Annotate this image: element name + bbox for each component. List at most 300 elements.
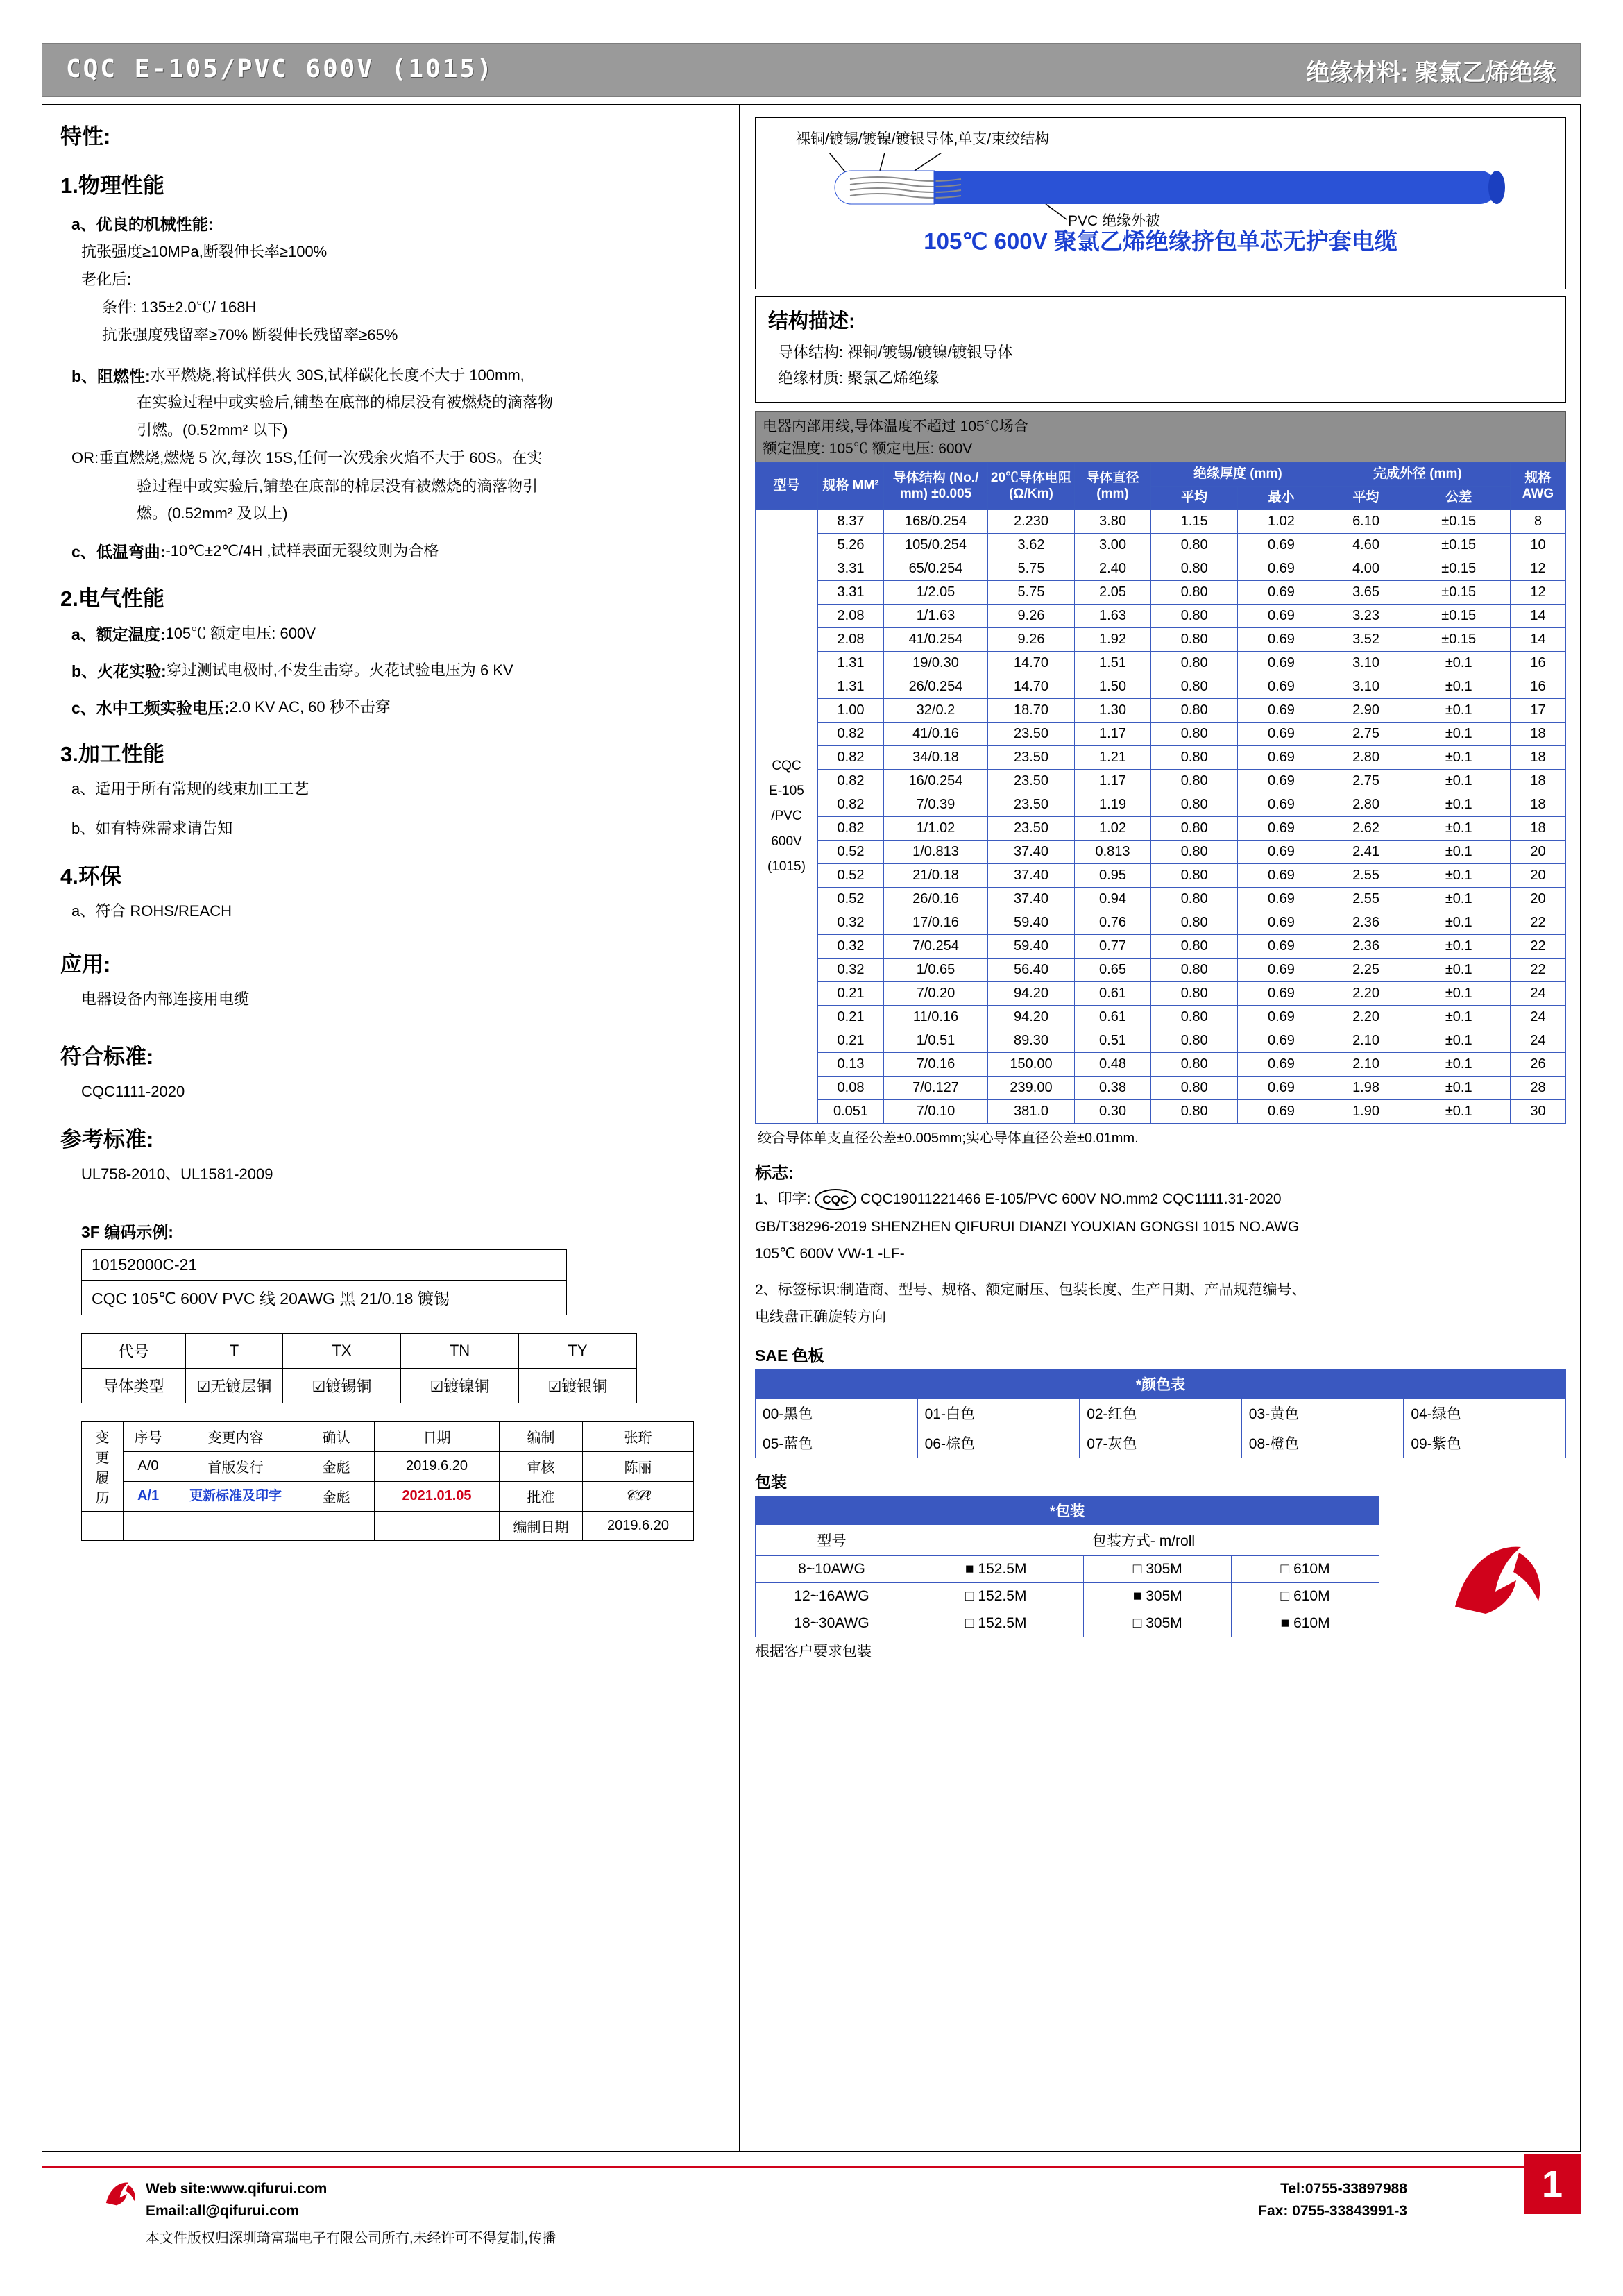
spec-cell-17-7: ±0.1 <box>1407 911 1511 935</box>
footer-email[interactable]: Email:all@qifurui.com <box>146 2202 300 2219</box>
s2-a-text: 105℃ 额定电压: 600V <box>165 625 316 643</box>
spec-cell-11-4: 0.80 <box>1151 770 1238 793</box>
spec-model-cell: CQC E-105 /PVC 600V (1015) <box>756 510 818 1124</box>
spec-cell-3-2: 5.75 <box>988 581 1075 605</box>
footer-divider <box>42 2166 1581 2168</box>
pack-model-1: 12~16AWG <box>756 1582 908 1610</box>
table-row <box>756 841 1566 864</box>
spec-cell-4-1: 1/1.63 <box>884 605 988 628</box>
spec-cell-4-4: 0.80 <box>1151 605 1238 628</box>
spec-cell-19-5: 0.69 <box>1238 959 1325 982</box>
table-row <box>756 817 1566 841</box>
spec-cell-23-8: 26 <box>1511 1053 1566 1077</box>
spec-cell-18-8: 22 <box>1511 935 1566 959</box>
spec-cell-9-2: 23.50 <box>988 723 1075 746</box>
pack-model-0: 8~10AWG <box>756 1555 908 1582</box>
spec-cell-20-7: ±0.1 <box>1407 982 1511 1006</box>
code-example-line1: 10152000C-21 <box>82 1250 566 1281</box>
rev-header-3: 日期 <box>375 1421 500 1451</box>
spec-cell-8-3: 1.30 <box>1075 699 1151 723</box>
spec-cell-10-2: 23.50 <box>988 746 1075 770</box>
code-header-3: TN <box>401 1333 519 1368</box>
section-4-title: 4.环保 <box>60 863 121 888</box>
spec-cell-19-6: 2.25 <box>1325 959 1407 982</box>
spec-cell-19-8: 22 <box>1511 959 1566 982</box>
marking-label-line2: 电线盘正确旋转方向 <box>755 1309 886 1326</box>
page-footer <box>42 2163 1581 2270</box>
spec-cell-20-6: 2.20 <box>1325 982 1407 1006</box>
table-row <box>756 1555 1379 1582</box>
rev-r2-c4: 编制日期 <box>500 1511 583 1540</box>
spec-cell-18-6: 2.36 <box>1325 935 1407 959</box>
pack-opt-1-0[interactable]: □ 152.5M <box>908 1582 1084 1610</box>
table-row <box>756 1029 1566 1053</box>
spec-cell-14-7: ±0.1 <box>1407 841 1511 864</box>
packaging-table <box>755 1496 1379 1637</box>
spec-cell-15-6: 2.55 <box>1325 864 1407 888</box>
spec-cell-23-2: 150.00 <box>988 1053 1075 1077</box>
table-row <box>756 1610 1379 1637</box>
color-2: 02-红色 <box>1080 1398 1242 1428</box>
spec-cell-24-5: 0.69 <box>1238 1077 1325 1100</box>
code-value-3[interactable]: ☑镀银铜 <box>519 1368 637 1403</box>
color-5: 05-蓝色 <box>756 1428 918 1458</box>
spec-cell-13-5: 0.69 <box>1238 817 1325 841</box>
spec-cell-13-3: 1.02 <box>1075 817 1151 841</box>
sae-title: SAE 色板 <box>755 1346 824 1365</box>
spec-cell-17-4: 0.80 <box>1151 911 1238 935</box>
spec-cell-20-0: 0.21 <box>818 982 884 1006</box>
table-row <box>756 982 1566 1006</box>
table-row <box>82 1451 694 1481</box>
spec-cell-5-0: 2.08 <box>818 628 884 652</box>
table-row <box>82 1368 637 1403</box>
temperature-note-line2: 额定温度: 105℃ 额定电压: 600V <box>763 440 973 457</box>
spec-cell-19-0: 0.32 <box>818 959 884 982</box>
spec-cell-6-7: ±0.1 <box>1407 652 1511 675</box>
spec-cell-19-7: ±0.1 <box>1407 959 1511 982</box>
standards-title: 符合标准: <box>60 1044 154 1069</box>
spec-cell-19-1: 1/0.65 <box>884 959 988 982</box>
application-text: 电器设备内部连接用电缆 <box>81 990 250 1008</box>
spec-cell-2-7: ±0.15 <box>1407 557 1511 581</box>
table-row <box>82 1333 637 1368</box>
table-row <box>756 864 1566 888</box>
spec-cell-24-0: 0.08 <box>818 1077 884 1100</box>
spec-cell-21-7: ±0.1 <box>1407 1006 1511 1029</box>
pack-opt-0-0[interactable]: ■ 152.5M <box>908 1555 1084 1582</box>
th-ins-min: 最小 <box>1238 487 1325 510</box>
temperature-note-line1: 电器内部用线,导体温度不超过 105℃场合 <box>763 419 1028 434</box>
spec-cell-12-8: 18 <box>1511 793 1566 817</box>
table-row <box>756 557 1566 581</box>
spec-cell-25-3: 0.30 <box>1075 1100 1151 1124</box>
spec-cell-13-2: 23.50 <box>988 817 1075 841</box>
spec-cell-1-1: 105/0.254 <box>884 534 988 557</box>
spec-cell-8-7: ±0.1 <box>1407 699 1511 723</box>
footer-fax: Fax: 0755-33843991-3 <box>1258 2202 1407 2219</box>
table-row <box>756 770 1566 793</box>
s1-b-line6: 燃。(0.52mm² 及以上) <box>137 505 288 523</box>
spec-cell-21-8: 24 <box>1511 1006 1566 1029</box>
spec-cell-15-4: 0.80 <box>1151 864 1238 888</box>
table-row <box>756 581 1566 605</box>
spec-cell-22-7: ±0.1 <box>1407 1029 1511 1053</box>
th-model: 型号 <box>756 463 818 510</box>
color-3: 03-黄色 <box>1241 1398 1404 1428</box>
spec-cell-9-0: 0.82 <box>818 723 884 746</box>
code-value-0[interactable]: ☑无镀层铜 <box>186 1368 283 1403</box>
table-row <box>756 534 1566 557</box>
spec-cell-1-2: 3.62 <box>988 534 1075 557</box>
spec-cell-16-4: 0.80 <box>1151 888 1238 911</box>
th-resistance: 20℃导体电阻 (Ω/Km) <box>988 463 1075 510</box>
rev-r1-c4: 批准 <box>500 1481 583 1511</box>
spec-cell-9-7: ±0.1 <box>1407 723 1511 746</box>
code-value-1[interactable]: ☑镀锡铜 <box>283 1368 401 1403</box>
spec-cell-11-7: ±0.1 <box>1407 770 1511 793</box>
s2-b-label: b、火花实验: <box>71 662 167 681</box>
spec-cell-22-0: 0.21 <box>818 1029 884 1053</box>
pack-model-2: 18~30AWG <box>756 1610 908 1637</box>
color-table <box>755 1369 1566 1458</box>
spec-cell-22-3: 0.51 <box>1075 1029 1151 1053</box>
color-8: 08-橙色 <box>1241 1428 1404 1458</box>
cable-illustration-box <box>755 117 1566 289</box>
spec-cell-21-6: 2.20 <box>1325 1006 1407 1029</box>
packaging-note: 根据客户要求包装 <box>755 1643 872 1660</box>
code-value-2[interactable]: ☑镀镍铜 <box>401 1368 519 1403</box>
table-row <box>756 935 1566 959</box>
s2-a-label: a、额定温度: <box>71 625 166 644</box>
table-row <box>756 1398 1566 1428</box>
conductor-code-table <box>81 1333 637 1403</box>
spec-cell-17-0: 0.32 <box>818 911 884 935</box>
table-row <box>756 723 1566 746</box>
spec-cell-7-7: ±0.1 <box>1407 675 1511 699</box>
spec-cell-25-6: 1.90 <box>1325 1100 1407 1124</box>
spec-cell-22-6: 2.10 <box>1325 1029 1407 1053</box>
spec-cell-10-5: 0.69 <box>1238 746 1325 770</box>
spec-cell-1-4: 0.80 <box>1151 534 1238 557</box>
table-row <box>756 699 1566 723</box>
table-row <box>756 605 1566 628</box>
spec-cell-16-6: 2.55 <box>1325 888 1407 911</box>
table-row <box>756 510 1566 534</box>
marking-label-line1: 2、标签标识:制造商、型号、规格、额定耐压、包装长度、生产日期、产品规范编号、 <box>755 1281 1307 1298</box>
spec-cell-14-6: 2.41 <box>1325 841 1407 864</box>
th-conductor: 导体结构 (No./ mm) ±0.005 <box>884 463 988 510</box>
spec-cell-3-7: ±0.15 <box>1407 581 1511 605</box>
spec-cell-12-6: 2.80 <box>1325 793 1407 817</box>
spec-cell-10-4: 0.80 <box>1151 746 1238 770</box>
spec-cell-0-0: 8.37 <box>818 510 884 534</box>
color-4: 04-绿色 <box>1404 1398 1566 1428</box>
spec-cell-6-1: 19/0.30 <box>884 652 988 675</box>
s1-b-line3: 引燃。(0.52mm² 以下) <box>137 421 288 439</box>
th-awg: 规格 AWG <box>1511 463 1566 510</box>
spec-cell-1-6: 4.60 <box>1325 534 1407 557</box>
page-header <box>42 43 1581 97</box>
table-row <box>756 959 1566 982</box>
spec-cell-20-1: 7/0.20 <box>884 982 988 1006</box>
spec-cell-14-5: 0.69 <box>1238 841 1325 864</box>
pack-opt-2-1[interactable]: □ 305M <box>1084 1610 1232 1637</box>
cable-title: 105℃ 600V 聚氯乙烯绝缘挤包单芯无护套电缆 <box>924 228 1397 254</box>
cqc-logo-icon: CQC <box>815 1189 856 1210</box>
s1-b-line2: 在实验过程中或实验后,铺垫在底部的棉层没有被燃烧的滴落物 <box>137 394 554 412</box>
spec-cell-0-6: 6.10 <box>1325 510 1407 534</box>
spec-cell-2-8: 12 <box>1511 557 1566 581</box>
table-tolerance-note: 绞合导体单支直径公差±0.005mm;实心导体直径公差±0.01mm. <box>758 1131 1139 1146</box>
pack-opt-2-2[interactable]: ■ 610M <box>1232 1610 1379 1637</box>
section-3-title: 3.加工性能 <box>60 742 164 767</box>
spec-cell-4-5: 0.69 <box>1238 605 1325 628</box>
marking-print-prefix: 1、印字: <box>755 1191 811 1207</box>
s1-a-line1: 抗张强度≥10MPa,断裂伸长率≥100% <box>81 243 328 260</box>
packaging-col2: 包装方式- m/roll <box>908 1524 1379 1555</box>
packaging-table-header: *包装 <box>756 1496 1379 1524</box>
spec-cell-18-4: 0.80 <box>1151 935 1238 959</box>
table-row <box>756 1582 1379 1610</box>
footer-contact-right <box>1258 2178 1407 2222</box>
spec-cell-11-8: 18 <box>1511 770 1566 793</box>
spec-cell-6-2: 14.70 <box>988 652 1075 675</box>
spec-cell-15-1: 21/0.18 <box>884 864 988 888</box>
spec-cell-25-8: 30 <box>1511 1100 1566 1124</box>
th-insulation: 绝缘厚度 (mm) <box>1151 463 1325 487</box>
rev-header-1: 变更内容 <box>173 1421 298 1451</box>
code-header-0: 代号 <box>82 1333 186 1368</box>
spec-cell-9-8: 18 <box>1511 723 1566 746</box>
spec-cell-7-1: 26/0.254 <box>884 675 988 699</box>
s3-b-text: b、如有特殊需求请告知 <box>71 819 233 837</box>
rev-r2-c5: 2019.6.20 <box>583 1511 694 1540</box>
spec-cell-7-8: 16 <box>1511 675 1566 699</box>
spec-cell-1-5: 0.69 <box>1238 534 1325 557</box>
spec-cell-24-1: 7/0.127 <box>884 1077 988 1100</box>
reference-standards-title: 参考标准: <box>60 1126 154 1151</box>
spec-cell-13-0: 0.82 <box>818 817 884 841</box>
spec-cell-22-2: 89.30 <box>988 1029 1075 1053</box>
spec-cell-14-4: 0.80 <box>1151 841 1238 864</box>
spec-cell-24-4: 0.80 <box>1151 1077 1238 1100</box>
s1-a-line2: 老化后: <box>81 271 132 289</box>
marking-line1: CQC19011221466 E-105/PVC 600V NO.mm2 CQC1111.31-2020 <box>860 1191 1282 1207</box>
spec-cell-0-8: 8 <box>1511 510 1566 534</box>
structure-line1: 导体结构: 裸铜/镀锡/镀镍/镀银导体 <box>778 344 1013 361</box>
spec-cell-3-4: 0.80 <box>1151 581 1238 605</box>
footer-website[interactable]: Web site:www.qifurui.com <box>146 2181 328 2197</box>
spec-cell-5-5: 0.69 <box>1238 628 1325 652</box>
spec-cell-8-0: 1.00 <box>818 699 884 723</box>
color-table-header: *颜色表 <box>756 1369 1566 1398</box>
spec-cell-14-0: 0.52 <box>818 841 884 864</box>
specification-table-body <box>756 510 1566 1124</box>
table-header-row <box>756 463 1566 487</box>
th-ins-avg: 平均 <box>1151 487 1238 510</box>
th-diameter: 导体直径(mm) <box>1075 463 1151 510</box>
spec-cell-23-4: 0.80 <box>1151 1053 1238 1077</box>
spec-cell-12-4: 0.80 <box>1151 793 1238 817</box>
spec-cell-19-2: 56.40 <box>988 959 1075 982</box>
spec-cell-25-5: 0.69 <box>1238 1100 1325 1124</box>
pack-opt-0-1[interactable]: □ 305M <box>1084 1555 1232 1582</box>
spec-cell-8-4: 0.80 <box>1151 699 1238 723</box>
spec-cell-5-4: 0.80 <box>1151 628 1238 652</box>
spec-cell-14-8: 20 <box>1511 841 1566 864</box>
pack-opt-1-1[interactable]: ■ 305M <box>1084 1582 1232 1610</box>
structure-box <box>755 296 1566 403</box>
th-outer: 完成外径 (mm) <box>1325 463 1510 487</box>
spec-cell-16-5: 0.69 <box>1238 888 1325 911</box>
rev-r0-c5: 陈丽 <box>583 1451 694 1481</box>
spec-cell-12-0: 0.82 <box>818 793 884 817</box>
color-0: 00-黑色 <box>756 1398 918 1428</box>
spec-cell-24-2: 239.00 <box>988 1077 1075 1100</box>
rev-header-0: 序号 <box>124 1421 173 1451</box>
marking-line2: GB/T38296-2019 SHENZHEN QIFURUI DIANZI YOUXIAN GONGSI 1015 NO.AWG <box>755 1218 1300 1235</box>
s2-b-text: 穿过测试电极时,不发生击穿。火花试验电压为 6 KV <box>166 661 513 679</box>
spec-cell-24-3: 0.38 <box>1075 1077 1151 1100</box>
rev-r1-c3: 2021.01.05 <box>375 1481 500 1511</box>
signature-mark: 𝒞ℒℓ <box>583 1481 694 1511</box>
spec-cell-10-8: 18 <box>1511 746 1566 770</box>
spec-cell-5-2: 9.26 <box>988 628 1075 652</box>
spec-cell-4-8: 14 <box>1511 605 1566 628</box>
spec-cell-9-6: 2.75 <box>1325 723 1407 746</box>
spec-cell-6-6: 3.10 <box>1325 652 1407 675</box>
spec-cell-25-4: 0.80 <box>1151 1100 1238 1124</box>
company-logo-small <box>101 2177 142 2216</box>
spec-cell-12-2: 23.50 <box>988 793 1075 817</box>
rev-r0-c0: A/0 <box>124 1451 173 1481</box>
specification-table <box>755 462 1566 1124</box>
spec-cell-9-3: 1.17 <box>1075 723 1151 746</box>
table-row <box>756 1100 1566 1124</box>
spec-cell-22-1: 1/0.51 <box>884 1029 988 1053</box>
revision-table <box>81 1421 694 1541</box>
footer-tel: Tel:0755-33897988 <box>1280 2181 1407 2197</box>
spec-cell-3-8: 12 <box>1511 581 1566 605</box>
rev-r0-c1: 首版发行 <box>173 1451 298 1481</box>
spec-cell-10-7: ±0.1 <box>1407 746 1511 770</box>
spec-cell-2-5: 0.69 <box>1238 557 1325 581</box>
spec-cell-19-3: 0.65 <box>1075 959 1151 982</box>
section-2-title: 2.电气性能 <box>60 586 164 611</box>
spec-cell-17-5: 0.69 <box>1238 911 1325 935</box>
company-logo-big <box>1441 1537 1559 1631</box>
th-size: 规格 MM² <box>818 463 884 510</box>
spec-cell-23-5: 0.69 <box>1238 1053 1325 1077</box>
spec-cell-15-2: 37.40 <box>988 864 1075 888</box>
spec-cell-24-8: 28 <box>1511 1077 1566 1100</box>
marking-title: 标志: <box>755 1164 794 1183</box>
spec-cell-7-5: 0.69 <box>1238 675 1325 699</box>
s1-a-line4: 抗张强度残留率≥70% 断裂伸长残留率≥65% <box>102 326 398 344</box>
pack-opt-2-0[interactable]: □ 152.5M <box>908 1610 1084 1637</box>
spec-cell-6-4: 0.80 <box>1151 652 1238 675</box>
temperature-note <box>755 411 1566 462</box>
pack-opt-1-2[interactable]: □ 610M <box>1232 1582 1379 1610</box>
s1-b-line4: OR:垂直燃烧,燃烧 5 次,每次 15S,任何一次残余火焰不大于 60S。在实 <box>71 448 543 466</box>
s1-c-label: c、低温弯曲: <box>71 543 166 562</box>
spec-cell-25-7: ±0.1 <box>1407 1100 1511 1124</box>
table-row <box>756 1524 1379 1555</box>
s3-a-text: a、适用于所有常规的线束加工工艺 <box>71 780 309 798</box>
standards-text: CQC1111-2020 <box>81 1082 185 1100</box>
code-header-1: T <box>186 1333 283 1368</box>
table-row <box>82 1481 694 1511</box>
table-header-row <box>756 1369 1566 1398</box>
cable-svg <box>768 153 1573 229</box>
spec-cell-8-8: 17 <box>1511 699 1566 723</box>
rev-header-2: 确认 <box>298 1421 375 1451</box>
spec-cell-18-3: 0.77 <box>1075 935 1151 959</box>
code-header-2: TX <box>283 1333 401 1368</box>
spec-cell-6-5: 0.69 <box>1238 652 1325 675</box>
cable-pvc-caption: PVC 绝缘外被 <box>1068 213 1161 229</box>
table-row <box>756 1006 1566 1029</box>
table-row <box>756 1077 1566 1100</box>
spec-cell-16-2: 37.40 <box>988 888 1075 911</box>
content-frame <box>42 104 1581 2152</box>
spec-cell-24-6: 1.98 <box>1325 1077 1407 1100</box>
rev-header-5: 张珩 <box>583 1421 694 1451</box>
spec-cell-15-8: 20 <box>1511 864 1566 888</box>
rev-r1-c1: 更新标准及印字 <box>173 1481 298 1511</box>
color-6: 06-棕色 <box>917 1428 1080 1458</box>
s1-b-label: b、阻燃性: <box>71 367 151 386</box>
spec-cell-17-6: 2.36 <box>1325 911 1407 935</box>
spec-cell-5-6: 3.52 <box>1325 628 1407 652</box>
spec-cell-1-7: ±0.15 <box>1407 534 1511 557</box>
spec-cell-0-7: ±0.15 <box>1407 510 1511 534</box>
spec-cell-2-4: 0.80 <box>1151 557 1238 581</box>
spec-cell-18-5: 0.69 <box>1238 935 1325 959</box>
spec-cell-0-2: 2.230 <box>988 510 1075 534</box>
spec-cell-3-5: 0.69 <box>1238 581 1325 605</box>
spec-cell-5-8: 14 <box>1511 628 1566 652</box>
section-1-title: 1.物理性能 <box>60 174 164 198</box>
spec-cell-17-3: 0.76 <box>1075 911 1151 935</box>
color-7: 07-灰色 <box>1080 1428 1242 1458</box>
spec-cell-0-4: 1.15 <box>1151 510 1238 534</box>
spec-cell-15-0: 0.52 <box>818 864 884 888</box>
table-row <box>756 1053 1566 1077</box>
spec-cell-17-2: 59.40 <box>988 911 1075 935</box>
rev-r1-c2: 金彪 <box>298 1481 375 1511</box>
pack-opt-0-2[interactable]: □ 610M <box>1232 1555 1379 1582</box>
spec-cell-14-2: 37.40 <box>988 841 1075 864</box>
reference-standards-text: UL758-2010、UL1581-2009 <box>81 1165 273 1183</box>
spec-cell-2-2: 5.75 <box>988 557 1075 581</box>
s4-a-text: a、符合 ROHS/REACH <box>71 902 232 920</box>
spec-cell-19-4: 0.80 <box>1151 959 1238 982</box>
page-number: 1 <box>1524 2154 1581 2214</box>
spec-cell-9-4: 0.80 <box>1151 723 1238 746</box>
spec-cell-7-0: 1.31 <box>818 675 884 699</box>
table-row <box>82 1511 694 1540</box>
packaging-title: 包装 <box>755 1472 787 1491</box>
spec-cell-10-3: 1.21 <box>1075 746 1151 770</box>
spec-cell-11-2: 23.50 <box>988 770 1075 793</box>
footer-contact-left <box>146 2178 327 2222</box>
spec-cell-12-5: 0.69 <box>1238 793 1325 817</box>
spec-cell-0-5: 1.02 <box>1238 510 1325 534</box>
table-row <box>756 911 1566 935</box>
spec-cell-23-6: 2.10 <box>1325 1053 1407 1077</box>
